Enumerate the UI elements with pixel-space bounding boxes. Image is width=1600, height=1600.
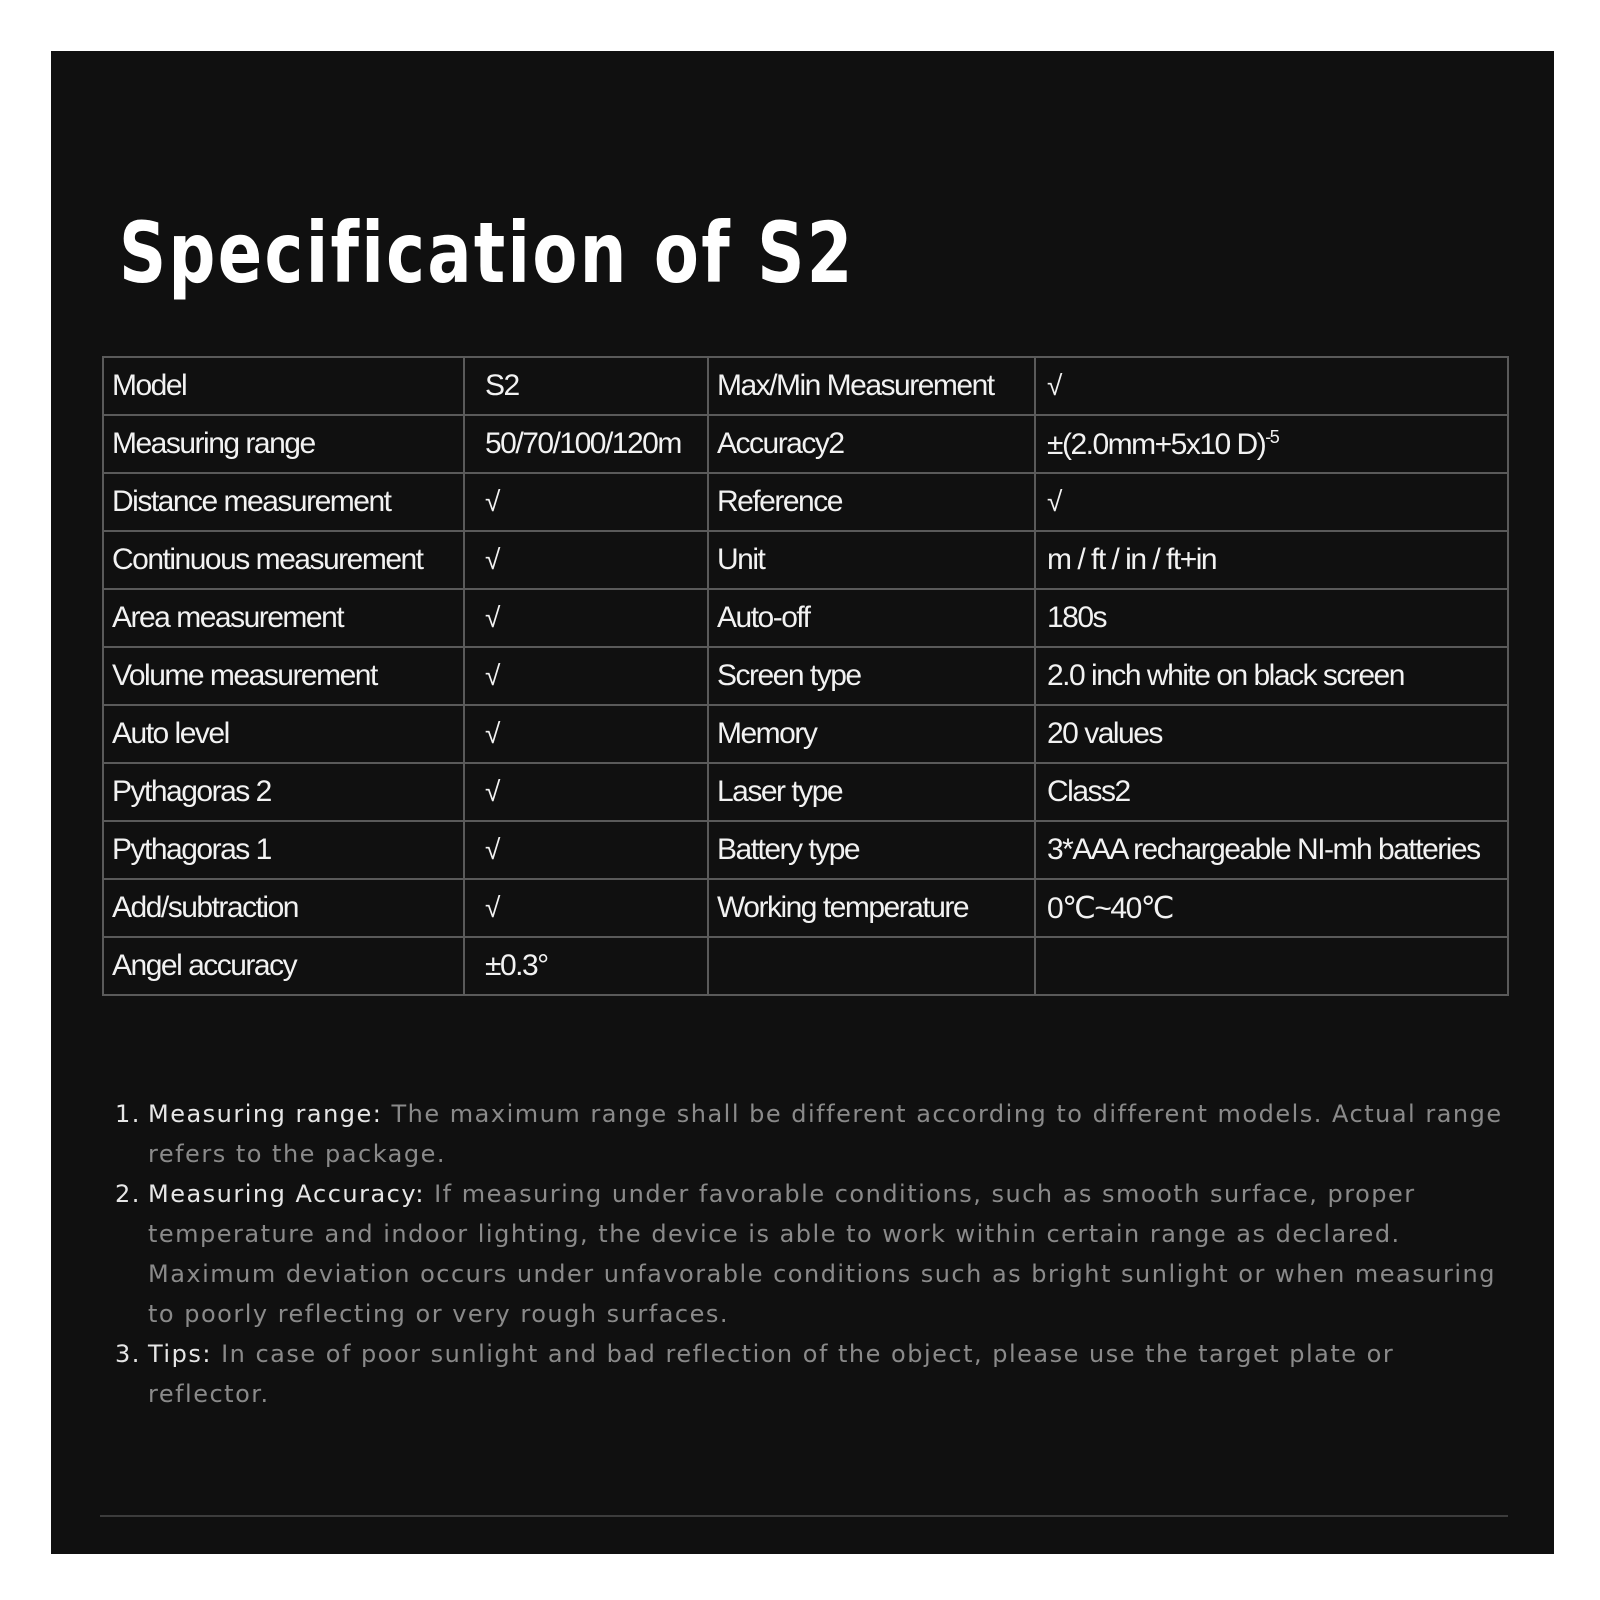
spec-row <box>103 357 1508 415</box>
spec-value: √ <box>464 589 708 647</box>
spec-label <box>708 937 1035 995</box>
note-label: Measuring Accuracy: <box>148 1180 425 1208</box>
note-label: Tips: <box>148 1340 212 1368</box>
spec-value: 0℃~40℃ <box>1035 879 1508 937</box>
spec-label: Reference <box>708 473 1035 531</box>
spec-row <box>103 647 1508 705</box>
spec-table <box>102 356 1509 996</box>
spec-label: Unit <box>708 531 1035 589</box>
spec-row <box>103 531 1508 589</box>
spec-value: Class2 <box>1035 763 1508 821</box>
spec-label: Accuracy2 <box>708 415 1035 473</box>
spec-value: m / ft / in / ft+in <box>1035 531 1508 589</box>
spec-row <box>103 705 1508 763</box>
spec-value: √ <box>464 473 708 531</box>
spec-value: √ <box>464 821 708 879</box>
note-label: Measuring range: <box>148 1100 383 1128</box>
spec-label: Model <box>103 357 464 415</box>
note-item <box>115 1094 1515 1174</box>
spec-value: 3*AAA rechargeable NI-mh batteries <box>1035 821 1508 879</box>
spec-row <box>103 415 1508 473</box>
spec-value: 180s <box>1035 589 1508 647</box>
spec-panel <box>51 51 1554 1554</box>
spec-label: Screen type <box>708 647 1035 705</box>
note-number: 1. <box>115 1100 141 1128</box>
spec-row <box>103 589 1508 647</box>
spec-value: S2 <box>464 357 708 415</box>
spec-value-accuracy <box>1035 415 1508 473</box>
spec-label: Area measurement <box>103 589 464 647</box>
accuracy-value-text: ±(2.0mm+5x10 D) <box>1047 427 1266 461</box>
spec-label: Pythagoras 2 <box>103 763 464 821</box>
spec-label: Measuring range <box>103 415 464 473</box>
bottom-divider <box>100 1515 1508 1517</box>
note-item <box>115 1174 1515 1334</box>
spec-value: √ <box>464 879 708 937</box>
note-text: The maximum range shall be different according to different models. Actual range refers to the package. <box>148 1100 1503 1168</box>
spec-row <box>103 821 1508 879</box>
spec-label: Pythagoras 1 <box>103 821 464 879</box>
spec-value: 20 values <box>1035 705 1508 763</box>
spec-label: Max/Min Measurement <box>708 357 1035 415</box>
spec-row <box>103 473 1508 531</box>
spec-value: √ <box>464 705 708 763</box>
spec-value: √ <box>464 531 708 589</box>
spec-label: Add/subtraction <box>103 879 464 937</box>
note-text: If measuring under favorable conditions, such as smooth surface, proper temperature and indoor lighting, the device is able to work within certain range as declared. Maximum deviation occurs under unfavorable conditions such as bright sunlight or when measuring to poorly reflecting or very rough surfaces. <box>148 1180 1496 1328</box>
spec-value: √ <box>1035 357 1508 415</box>
spec-label: Auto level <box>103 705 464 763</box>
note-number: 2. <box>115 1180 141 1208</box>
spec-value: √ <box>464 763 708 821</box>
spec-value: √ <box>1035 473 1508 531</box>
spec-label: Laser type <box>708 763 1035 821</box>
spec-label: Continuous measurement <box>103 531 464 589</box>
note-number: 3. <box>115 1340 141 1368</box>
notes-list <box>115 1094 1515 1414</box>
spec-label: Distance measurement <box>103 473 464 531</box>
spec-value: 50/70/100/120m <box>464 415 708 473</box>
spec-label: Working temperature <box>708 879 1035 937</box>
accuracy-exponent: -5 <box>1265 426 1279 447</box>
page-title: Specification of S2 <box>119 204 855 302</box>
spec-value: √ <box>464 647 708 705</box>
spec-label: Battery type <box>708 821 1035 879</box>
note-item <box>115 1334 1515 1414</box>
note-text: In case of poor sunlight and bad reflection of the object, please use the target plate or reflector. <box>148 1340 1395 1408</box>
spec-label: Volume measurement <box>103 647 464 705</box>
spec-label: Angel accuracy <box>103 937 464 995</box>
spec-row <box>103 879 1508 937</box>
spec-label: Memory <box>708 705 1035 763</box>
spec-label: Auto-off <box>708 589 1035 647</box>
spec-value: ±0.3° <box>464 937 708 995</box>
spec-value <box>1035 937 1508 995</box>
spec-row <box>103 937 1508 995</box>
spec-row <box>103 763 1508 821</box>
spec-value: 2.0 inch white on black screen <box>1035 647 1508 705</box>
